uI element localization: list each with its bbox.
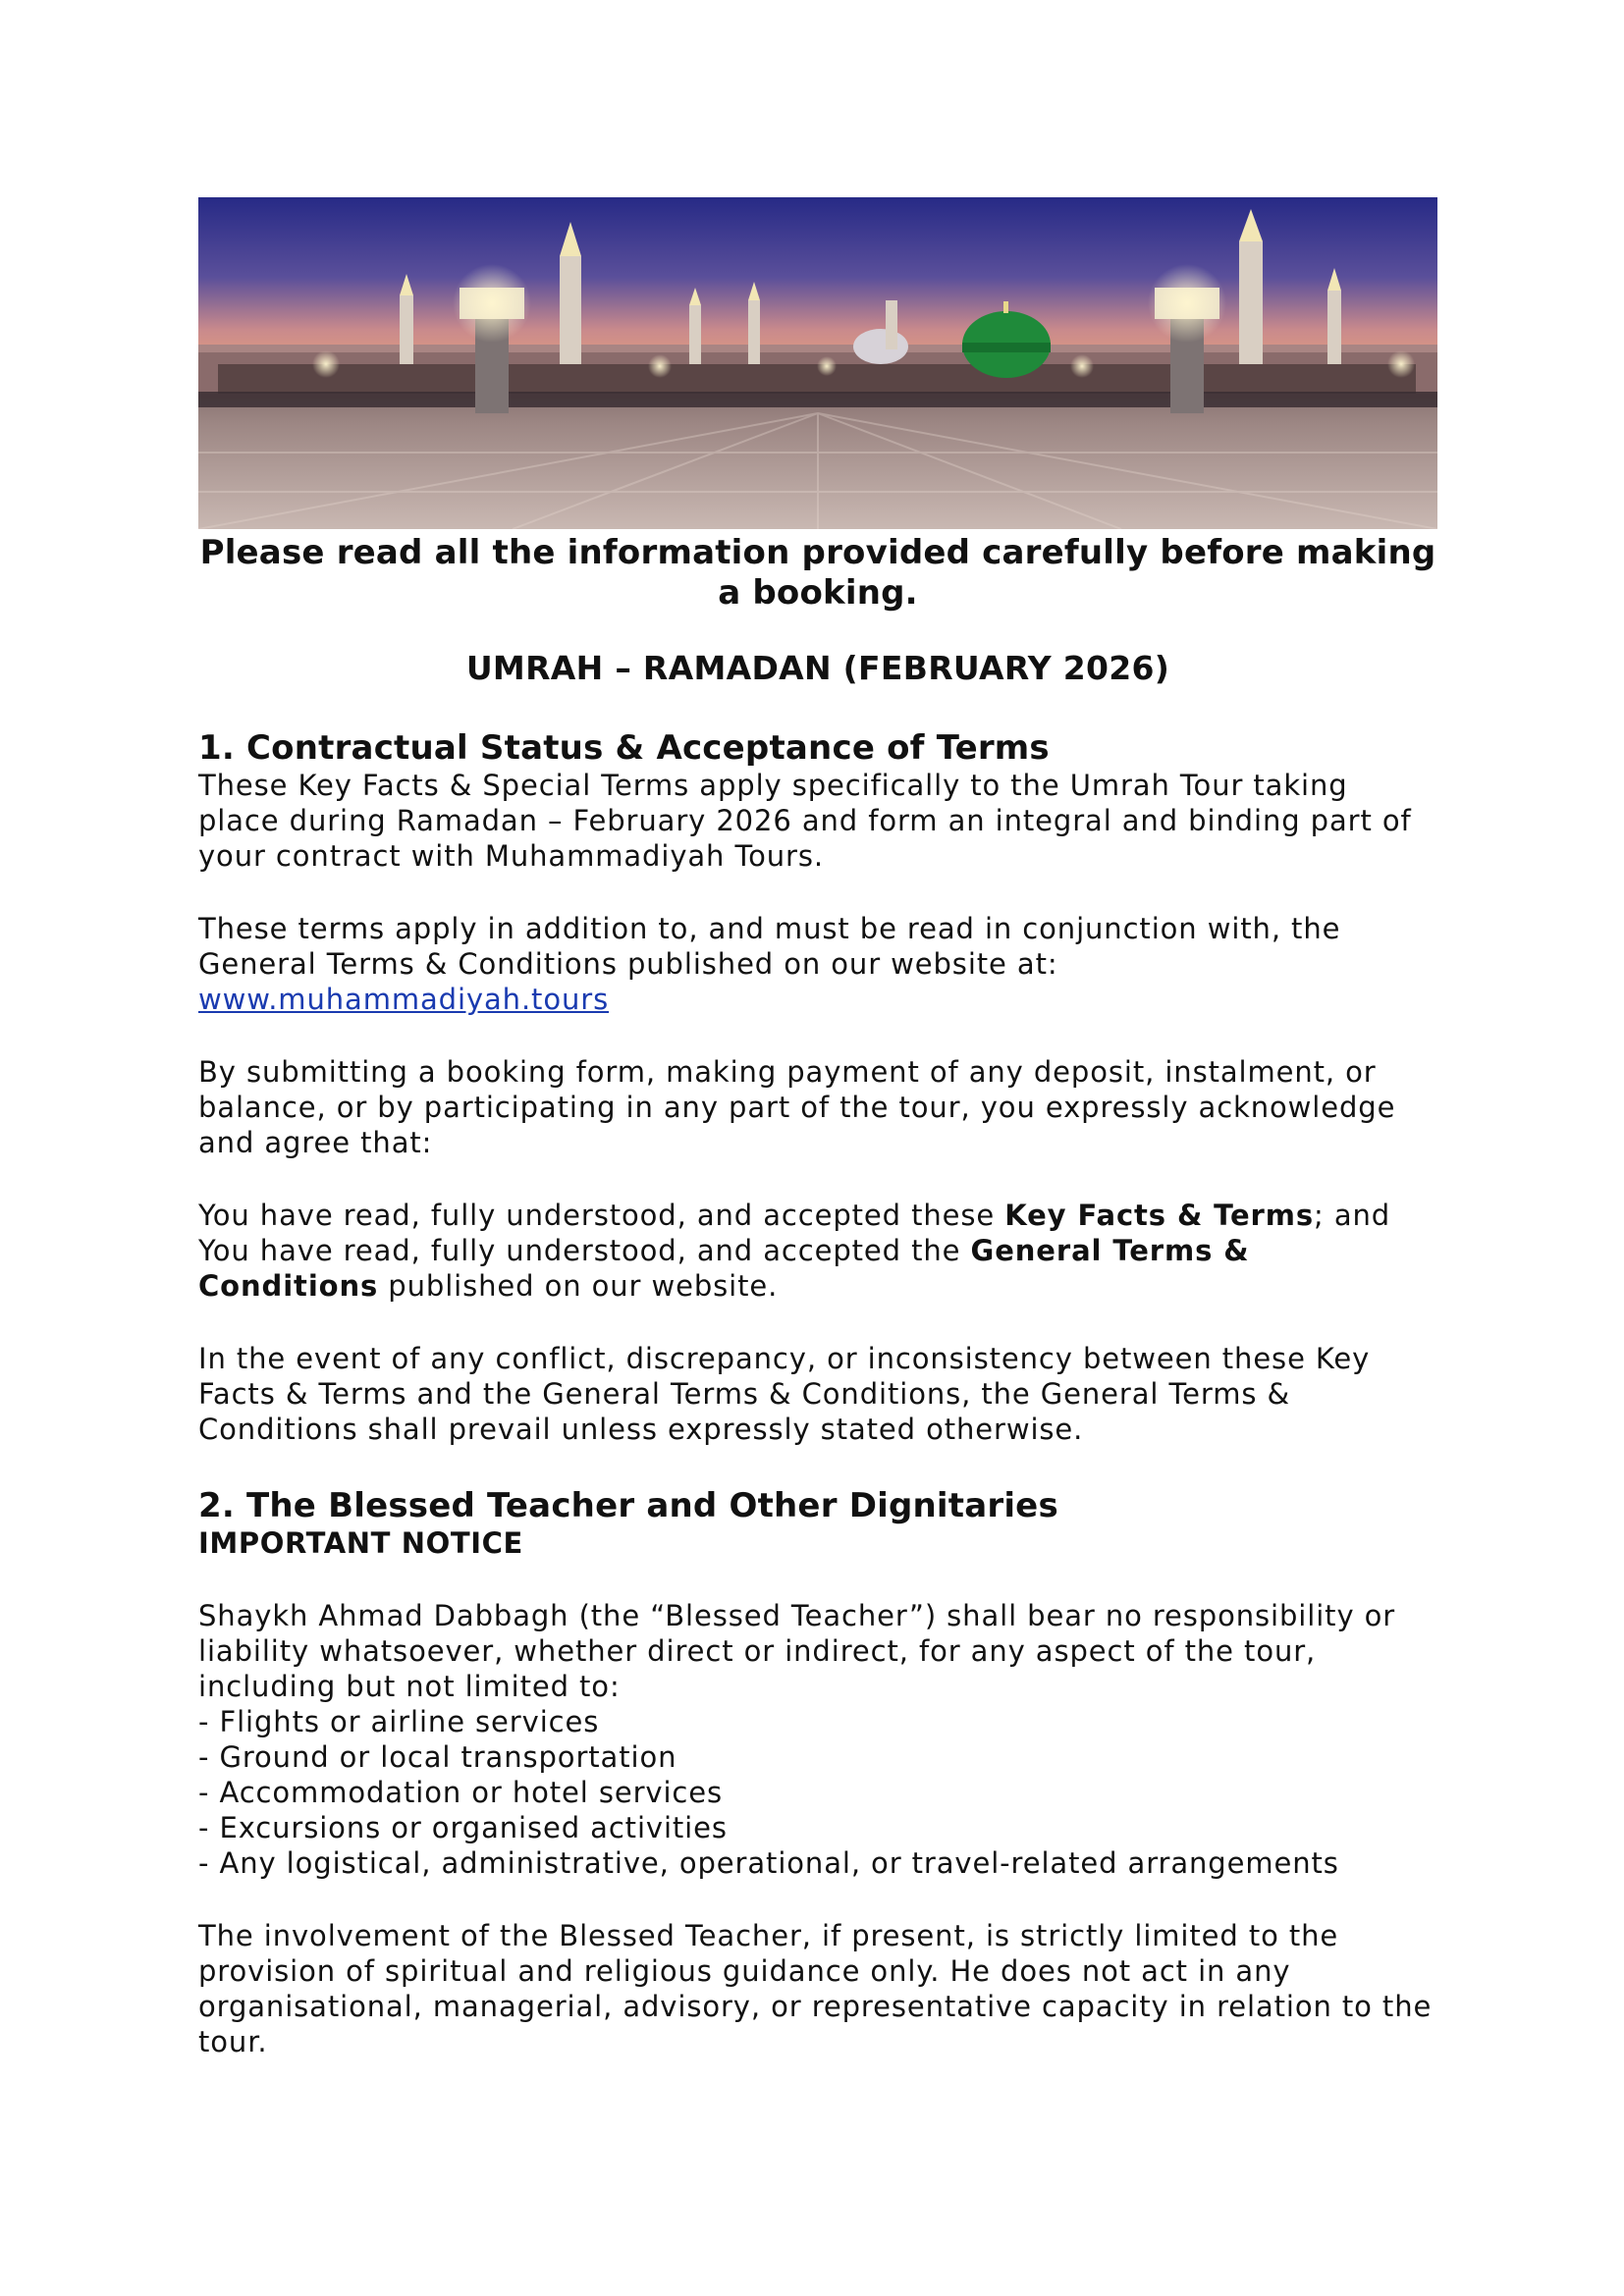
booking-notice: Please read all the information provided carefully before making a booking. [199,533,1436,613]
section-2-paragraph-1: Shaykh Ahmad Dabbagh (the “Blessed Teacher”) shall bear no responsibility or liability whatsoever, whether direct or indirect, for any aspect of the tour, including but not limited to: [198,1599,1396,1703]
section-1-paragraph-1: These Key Facts & Special Terms apply specifically to the Umrah Tour taking place during Ramadan – February 2026 and form an integral and binding part of your contract with Muhammadiyah Tours. [198,769,1412,873]
list-item: - Flights or airline services [198,1705,600,1738]
section-1-heading: 1. Contractual Status & Acceptance of Terms [198,728,1050,768]
tour-title: UMRAH – RAMADAN (FEBRUARY 2026) [465,649,1170,687]
section-1-paragraph-4: In the event of any conflict, discrepancy, or inconsistency between these Key Facts & Terms and the General Terms & Conditions, the General Terms & Conditions shall prevail unless expressly stated otherwise. [198,1342,1371,1446]
list-item: - Ground or local transportation [198,1740,677,1774]
list-item: - Excursions or organised activities [198,1811,728,1844]
responsibility-exclusions-list [198,1704,1437,1881]
section-2-paragraph-2: The involvement of the Blessed Teacher, if present, is strictly limited to the provision of spiritual and religious guidance only. He does not act in any organisational, managerial, advisory, or representative capacity in relation to the tour. [198,1919,1433,2058]
list-item: - Accommodation or hotel services [198,1776,724,1809]
document-page [198,197,1437,2059]
section-2-heading: 2. The Blessed Teacher and Other Dignitaries [198,1486,1058,1525]
website-link[interactable]: www.muhammadiyah.tours [198,983,610,1016]
acknowledgement-1: You have read, fully understood, and accepted these Key Facts & Terms; and [198,1199,1391,1232]
important-notice: IMPORTANT NOTICE [198,1526,523,1560]
list-item: - Any logistical, administrative, operational, or travel-related arrangements [198,1846,1339,1880]
mosque-night-photo [198,197,1437,529]
section-1-paragraph-3: By submitting a booking form, making payment of any deposit, instalment, or balance, or by participating in any part of the tour, you expressly acknowledge and agree that: [198,1055,1396,1159]
section-1-paragraph-2: These terms apply in addition to, and must be read in conjunction with, the General Terms & Conditions published on our website at: [198,912,1341,981]
acknowledgement-2: You have read, fully understood, and accepted the General Terms & Conditions published on our website. [198,1234,1250,1303]
